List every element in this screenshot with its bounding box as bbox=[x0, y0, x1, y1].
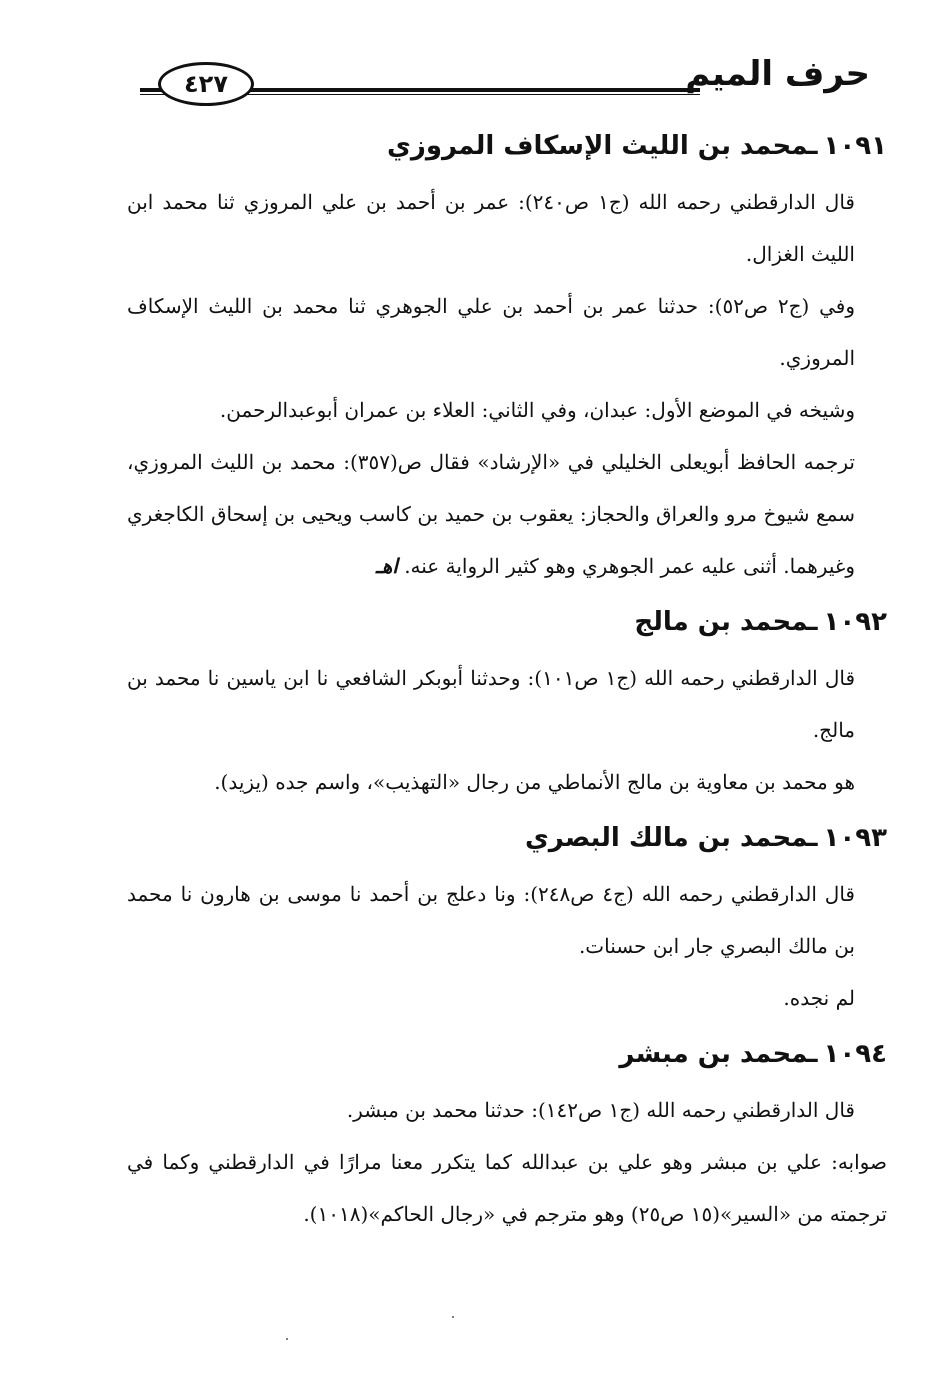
entry-dash: ـ bbox=[808, 607, 818, 637]
entry-name: محمد بن مبشر bbox=[619, 1039, 809, 1069]
paragraph: قال الدارقطني رحمه الله (ج١ ص١٠١): وحدثنا أبوبكر الشافعي نا ابن ياسين نا محمد بن مالج. bbox=[127, 666, 856, 742]
entry bbox=[127, 1034, 887, 1240]
entry-dash: ـ bbox=[808, 1039, 818, 1069]
page-content bbox=[127, 120, 887, 1240]
entry-name: محمد بن الليث الإسكاف المروزي bbox=[387, 131, 809, 161]
paragraph: قال الدارقطني رحمه الله (ج٤ ص٢٤٨): ونا دعلج بن أحمد نا موسى بن هارون نا محمد بن مالك البصري جار ابن حسنات. bbox=[127, 882, 855, 958]
paragraph bbox=[127, 436, 887, 592]
paragraph: هو محمد بن معاوية بن مالج الأنماطي من رجال «التهذيب»، واسم جده (يزيد). bbox=[214, 770, 855, 794]
entry-title bbox=[127, 602, 887, 642]
chapter-title: حرف الميم bbox=[685, 54, 870, 94]
entry-title bbox=[127, 1034, 887, 1074]
end-mark: اهـ bbox=[375, 554, 398, 578]
entry-number: ١٠٩٢ bbox=[823, 607, 887, 637]
entry-name: محمد بن مالج bbox=[634, 607, 809, 637]
paragraph: وشيخه في الموضع الأول: عبدان، وفي الثاني: العلاء بن عمران أبوعبدالرحمن. bbox=[219, 398, 855, 422]
scan-speck bbox=[452, 1316, 454, 1318]
entry bbox=[127, 602, 887, 808]
entry-number: ١٠٩٣ bbox=[823, 823, 887, 853]
paragraph: لم نجده. bbox=[783, 986, 855, 1010]
page-number: ٤٢٧ bbox=[158, 62, 254, 106]
entry-name: محمد بن مالك البصري bbox=[524, 823, 809, 853]
entry-dash: ـ bbox=[808, 823, 818, 853]
paragraph-text: ترجمه الحافظ أبويعلى الخليلي في «الإرشاد» فقال ص(٣٥٧): محمد بن الليث المروزي، سمع شيوخ مرو والعراق والحجاز: يعقوب بن حميد بن كاسب ويحيى بن إسحاق الكاجغري وغيرهما. أثنى عليه عمر الجوهري وهو كثير الرواية عنه. bbox=[127, 450, 855, 578]
entry bbox=[127, 126, 887, 592]
scan-speck bbox=[286, 1338, 288, 1340]
paragraph: قال الدارقطني رحمه الله (ج١ ص٢٤٠): عمر بن أحمد بن علي المروزي ثنا محمد ابن الليث الغزال. bbox=[127, 190, 855, 266]
entry-title bbox=[127, 818, 887, 858]
paragraph: وفي (ج٢ ص٥٢): حدثنا عمر بن أحمد بن علي الجوهري ثنا محمد بن الليث الإسكاف المروزي. bbox=[127, 294, 855, 370]
entry-dash: ـ bbox=[808, 131, 818, 161]
paragraph: قال الدارقطني رحمه الله (ج١ ص١٤٢): حدثنا محمد بن مبشر. bbox=[346, 1098, 855, 1122]
entry-title bbox=[127, 126, 887, 166]
entry-number: ١٠٩٤ bbox=[823, 1039, 887, 1069]
entry-number: ١٠٩١ bbox=[823, 131, 887, 161]
entry bbox=[127, 818, 887, 1024]
paragraph: صوابه: علي بن مبشر وهو علي بن عبدالله كما يتكرر معنا مرارًا في الدارقطني وكما في ترجمته من «السير»(١٥ ص٢٥) وهو مترجم في «رجال الحاكم»(١٠١٨). bbox=[127, 1150, 887, 1226]
page-header bbox=[140, 52, 870, 104]
